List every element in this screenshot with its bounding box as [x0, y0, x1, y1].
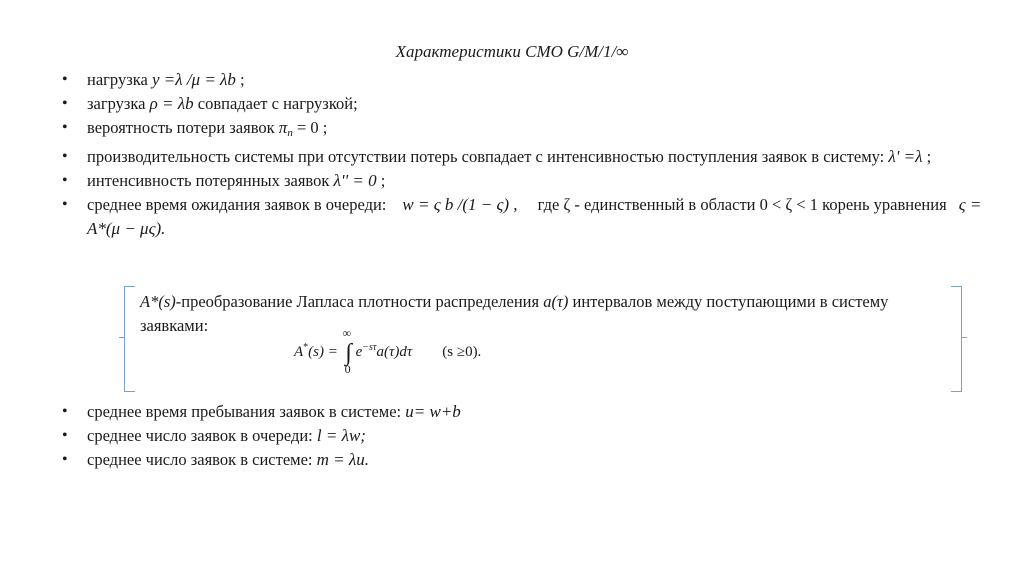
formula: ρ = λb [149, 94, 194, 113]
formula: y =λ /μ = λb [151, 70, 236, 89]
slide-title: Характеристики СМО G/M/1/∞ [395, 42, 629, 61]
list-item: • загрузка ρ = λb совпадает с нагрузкой; [62, 92, 1002, 116]
list-item: • среднее время пребывания заявок в системе: u= w+b [62, 400, 1002, 424]
formula: u= w+b [405, 402, 461, 421]
formula: λ' =λ [888, 147, 923, 166]
wait-formula: w = ς b /(1 − ς) , [402, 195, 518, 214]
formula: l = λw; [316, 426, 366, 445]
list-item: • нагрузка y =λ /μ = λb ; [62, 68, 1002, 92]
left-bracket [124, 286, 135, 392]
laplace-note-box [124, 286, 962, 391]
characteristics-list-top [62, 68, 1002, 241]
list-item: • среднее число заявок в системе: m = λu. [62, 448, 1002, 472]
right-bracket [951, 286, 962, 392]
root-equation: ς = A*(μ − μς). [87, 195, 982, 238]
characteristics-list-bottom [62, 400, 1002, 472]
list-item: • среднее число заявок в очереди: l = λw; [62, 424, 1002, 448]
list-item: • интенсивность потерянных заявок λ'' = 0 ; [62, 169, 1002, 193]
list-item: • вероятность потери заявок $\pi_n = 0$ ; [62, 116, 1002, 145]
integral-sign: ∫ ∞ 0 [342, 326, 352, 376]
laplace-note-text: A*(s)-преобразование Лапласа плотности распределения a(τ) интервалов между поступающими в систему заявками: [140, 292, 889, 335]
formula: λ'' = 0 [333, 171, 377, 190]
list-item: • производительность системы при отсутствии потерь совпадает с интенсивностью поступления заявок в систему: λ' =λ ; [62, 145, 1002, 169]
formula: π [278, 118, 288, 137]
list-item: • среднее время ожидания заявок в очереди: w = ς b /(1 − ς) , где ζ - единственный в области 0 < ζ < 1 корень уравнения ς = A*(μ − μς). [62, 193, 1002, 241]
laplace-formula: A*(s) = ∫ ∞ 0 $e^{-s\tau}a(\tau)d\tau$ (s ≥0). [294, 326, 482, 376]
formula: m = λu. [316, 450, 370, 469]
